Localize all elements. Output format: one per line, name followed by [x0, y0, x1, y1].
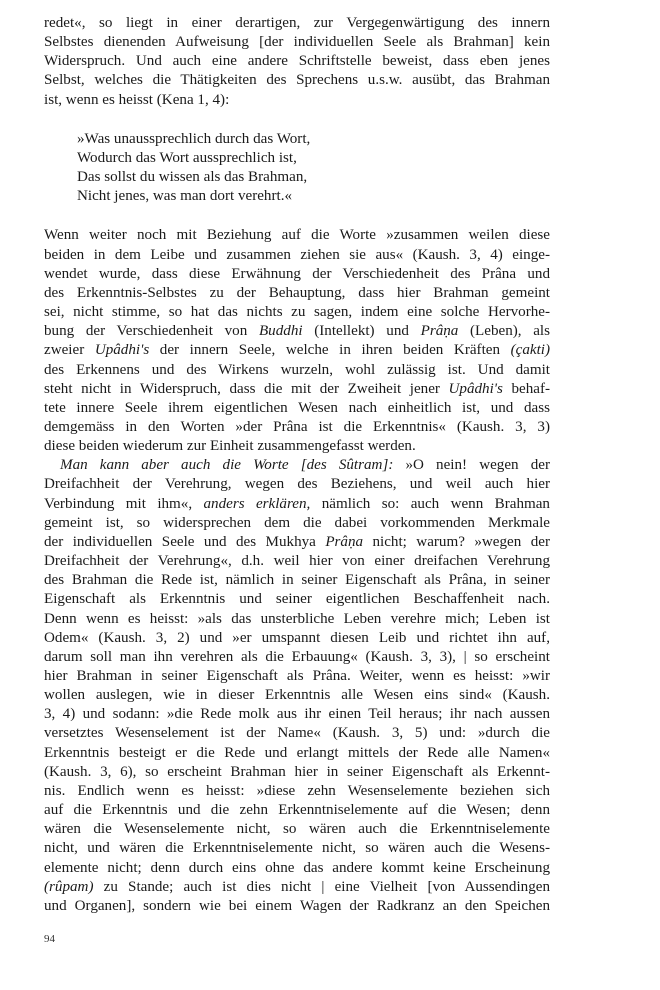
- text-line: des Brahman die Rede ist, nämlich in seiner Eigenschaft als Prâna, in seiner: [44, 572, 550, 589]
- text-line: 3, 4) und sodann: »die Rede molk aus ihr einen Teil heraus; ihr nach aussen: [44, 706, 550, 723]
- text-line: wollen auslegen, wie in dieser Erkenntnis alle Wesen eins sind« (Kaush.: [44, 687, 550, 704]
- text-line: ist, wenn es heisst (Kena 1, 4):: [44, 91, 230, 108]
- text-line: wären die Wesenselemente nicht, so wären auch die Erkenntniselemente: [44, 821, 550, 838]
- text-line: elemente nicht; denn durch eins ohne das andere kommt keine Erscheinung: [44, 859, 550, 876]
- text-line: Selbst, welches die Thätigkeiten des Sprechens u.s.w. ausübt, das Brahman: [44, 72, 550, 89]
- verse-quote: [77, 130, 550, 207]
- text-line: nicht, und wären die Erkenntniselemente nicht, so wären auch die Wesens-: [44, 840, 550, 857]
- text-line: Dreifachheit der Verehrung, wegen des Beziehens, und weil auch hier: [44, 476, 550, 493]
- text-line: zweier Upâdhi's der innern Seele, welche in ihren beiden Kräften (çakti): [44, 342, 550, 359]
- text-line: darum soll man ihn verehren als die Erbauung« (Kaush. 3, 3), | so erscheint: [44, 648, 550, 665]
- text-line: des Erkennens und des Wirkens wurzeln, wohl zulässig ist. Und damit: [44, 361, 550, 378]
- text-line: versetztes Wesenselement ist der Name« (Kaush. 3, 5) und: »durch die: [44, 725, 550, 742]
- verse-line: Wodurch das Wort aussprechlich ist,: [77, 149, 297, 166]
- text-line: Erkenntnis besteigt er die Rede und erlangt mittels der Rede alle Namen«: [44, 744, 550, 761]
- text-line: tete innere Seele ihrem eigentlichen Wesen nach einheitlich ist, und dass: [44, 399, 550, 416]
- text-line: Eigenschaft als Erkenntnis und seiner eigentlichen Beschaffenheit nach.: [44, 591, 550, 608]
- text-line: Verbindung mit ihm«, anders erklären, nämlich so: auch wenn Brahman: [44, 495, 550, 512]
- text-line: Widerspruch. Und auch eine andere Schriftstelle beweist, dass eben jenes: [44, 53, 550, 70]
- text-line: hier Brahman in seiner Eigenschaft als Prâna. Weiter, wenn es heisst: »wir: [44, 668, 550, 684]
- text-line: auf die Erkenntnis und die zehn Erkenntniselemente auf die Wesen; denn: [44, 802, 550, 819]
- text-line: bung der Verschiedenheit von Buddhi (Intellekt) und Prâṇa (Leben), als: [44, 323, 550, 340]
- text-line: diese beiden wiederum zur Einheit zusammengefasst werden.: [44, 438, 416, 455]
- paragraph-2: [44, 226, 550, 456]
- page-number: 94: [44, 933, 55, 945]
- text-line: gemeint ist, so widersprechen dem die dabei vorkommenden Merkmale: [44, 514, 550, 531]
- text-line: Man kann aber auch die Worte [des Sûtram]: »O nein! wegen der: [60, 457, 550, 474]
- paragraph-1: [44, 14, 550, 110]
- text-line: des Erkenntnis-Selbstes zu der Behauptung, dass hier Brahman gemeint: [44, 284, 550, 301]
- text-line: Denn wenn es heisst: »als das unsterbliche Leben verehre mich; Leben ist: [44, 610, 550, 627]
- page-body: [44, 14, 550, 916]
- text-line: beiden in dem Leibe und zusammen ziehen sie aus« (Kaush. 3, 4) einge-: [44, 246, 550, 263]
- text-line: (rûpam) zu Stande; auch ist dies nicht | eine Vielheit [von Aussendingen: [44, 878, 550, 895]
- paragraph-3: [44, 456, 550, 916]
- text-line: Selbstes dienenden Aufweisung [der individuellen Seele als Brahman] kein: [44, 34, 550, 51]
- text-line: Wenn weiter noch mit Beziehung auf die Worte »zusammen weilen diese: [44, 227, 550, 244]
- text-line: der individuellen Seele und des Mukhya Prâṇa nicht; warum? »wegen der: [44, 533, 550, 550]
- text-line: sei, nicht stimme, so hat das nichts zu sagen, indem eine solche Hervorhe-: [44, 304, 550, 321]
- verse-line: »Was unaussprechlich durch das Wort,: [77, 130, 311, 147]
- text-line: wendet wurde, dass diese Erwähnung der Verschiedenheit des Prâna und: [44, 265, 550, 282]
- verse-line: Nicht jenes, was man dort verehrt.«: [77, 188, 293, 205]
- text-line: und Organen], sondern wie bei einem Wagen der Radkranz an den Speichen: [44, 897, 550, 914]
- text-line: steht nicht in Widerspruch, dass die mit der Zweiheit jener Upâdhi's behaf-: [44, 380, 550, 397]
- verse-line: Das sollst du wissen als das Brahman,: [77, 169, 308, 186]
- text-line: redet«, so liegt in einer derartigen, zur Vergegenwärtigung des innern: [44, 15, 550, 31]
- text-line: demgemäss in den Worten »der Prâna ist die Erkenntnis« (Kaush. 3, 3): [44, 418, 550, 435]
- text-line: Odem« (Kaush. 3, 2) und »er umspannt diesen Leib und richtet ihn auf,: [44, 629, 550, 646]
- text-line: Dreifachheit der Verehrung«, d.h. weil hier von einer dreifachen Verehrung: [44, 553, 550, 570]
- text-line: (Kaush. 3, 6), so erscheint Brahman hier in seiner Eigenschaft als Erkennt-: [44, 763, 550, 780]
- text-line: nis. Endlich wenn es heisst: »diese zehn Wesenselemente beziehen sich: [44, 782, 550, 799]
